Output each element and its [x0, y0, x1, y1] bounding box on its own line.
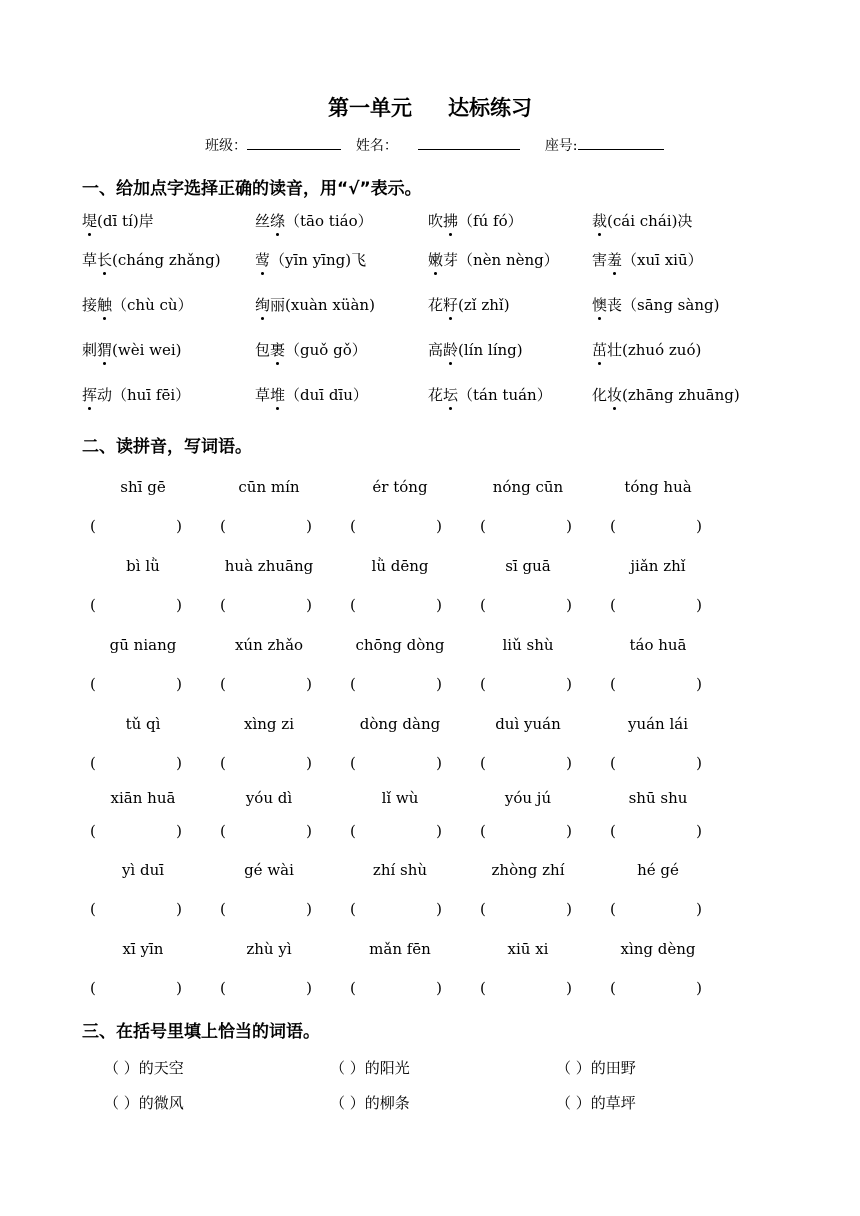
paren-close: ) — [566, 517, 572, 535]
pinyin-label: gū niang — [109, 636, 177, 654]
paren-open: ( — [480, 979, 486, 997]
title-unit: 第一单元 — [328, 96, 412, 120]
paren-close: ) — [176, 979, 182, 997]
answer-blank[interactable] — [350, 822, 450, 840]
paren-close: ) — [306, 754, 312, 772]
pinyin-options: 丧（sāng sàng) — [607, 296, 720, 314]
pronunciation-item[interactable] — [592, 294, 719, 315]
pronunciation-item[interactable] — [428, 249, 559, 270]
answer-blank[interactable] — [480, 596, 580, 614]
paren-open: ( — [480, 596, 486, 614]
answer-blank[interactable] — [90, 517, 190, 535]
item-text: 害 — [592, 251, 608, 269]
class-field[interactable] — [247, 135, 341, 150]
paren-close: ) — [176, 517, 182, 535]
paren-open: ( — [610, 822, 616, 840]
answer-blank[interactable] — [220, 754, 320, 772]
answer-blank[interactable] — [220, 900, 320, 918]
paren-open: ( — [220, 596, 226, 614]
section-3-heading: 三、在括号里填上恰当的词语。 — [82, 1022, 320, 1042]
answer-blank[interactable] — [350, 979, 450, 997]
answer-blank[interactable] — [90, 900, 190, 918]
pinyin-options: 丽(xuàn xüàn) — [270, 296, 375, 314]
paren-open: ( — [480, 900, 486, 918]
answer-blank[interactable] — [610, 754, 710, 772]
pronunciation-item[interactable] — [255, 339, 367, 360]
paren-open: ( — [90, 979, 96, 997]
pinyin-label: xìng dèng — [620, 940, 696, 958]
answer-blank[interactable] — [220, 675, 320, 693]
pinyin-label: zhí shù — [372, 861, 428, 879]
paren-close: ) — [696, 822, 702, 840]
pinyin-label: duì yuán — [495, 715, 561, 733]
pronunciation-item[interactable] — [428, 339, 523, 360]
pinyin-label: ér tóng — [372, 478, 428, 496]
paren-open: ( — [610, 979, 616, 997]
pinyin-label: gé wài — [244, 861, 294, 879]
pinyin-label: bì lǜ — [126, 557, 160, 575]
pinyin-label: liǔ shù — [502, 636, 554, 654]
pronunciation-item[interactable] — [592, 210, 692, 231]
answer-blank[interactable] — [350, 596, 450, 614]
pronunciation-item[interactable] — [428, 294, 510, 315]
answer-blank[interactable] — [220, 822, 320, 840]
pinyin-label: tǔ qì — [125, 715, 161, 733]
paren-close: ) — [566, 675, 572, 693]
dotted-character: 挥 — [82, 386, 98, 404]
item-text: 接 — [82, 296, 98, 314]
paren-open: ( — [90, 675, 96, 693]
fill-in-phrase[interactable]: （ ）的天空 — [104, 1059, 184, 1077]
pinyin-label: xiū xi — [507, 940, 549, 958]
fill-in-phrase[interactable]: （ ）的柳条 — [330, 1094, 410, 1112]
pinyin-label: yì duī — [121, 861, 165, 879]
pronunciation-item[interactable] — [592, 339, 701, 360]
item-text: 高 — [428, 341, 444, 359]
pinyin-options: （tāo tiáo） — [285, 212, 373, 230]
pronunciation-item[interactable] — [255, 384, 368, 405]
paren-open: ( — [350, 979, 356, 997]
paren-close: ) — [436, 517, 442, 535]
pinyin-label: lǜ dēng — [371, 557, 429, 575]
answer-blank[interactable] — [480, 754, 580, 772]
pinyin-options: 芽（nèn nèng） — [443, 251, 559, 269]
paren-close: ) — [566, 822, 572, 840]
dotted-character: 妆 — [607, 386, 623, 404]
paren-close: ) — [306, 596, 312, 614]
answer-blank[interactable] — [350, 900, 450, 918]
pinyin-options: (dī tí)岸 — [97, 212, 154, 230]
pinyin-options: (zǐ zhǐ) — [458, 296, 510, 314]
answer-blank[interactable] — [350, 754, 450, 772]
answer-blank[interactable] — [220, 596, 320, 614]
pinyin-options: （fú fó） — [458, 212, 523, 230]
pinyin-label: xún zhǎo — [234, 636, 304, 654]
item-text: 草 — [82, 251, 98, 269]
paren-open: ( — [90, 754, 96, 772]
paren-open: ( — [350, 754, 356, 772]
title-practice: 达标练习 — [448, 96, 532, 120]
paren-close: ) — [696, 754, 702, 772]
pronunciation-item[interactable] — [82, 294, 193, 315]
pronunciation-item[interactable] — [82, 210, 154, 231]
paren-open: ( — [220, 822, 226, 840]
pinyin-options: (cháng zhǎng) — [112, 251, 221, 269]
answer-blank[interactable] — [90, 754, 190, 772]
paren-close: ) — [306, 822, 312, 840]
pronunciation-item[interactable] — [428, 210, 523, 231]
paren-close: ) — [436, 754, 442, 772]
pinyin-label: dòng dàng — [359, 715, 441, 733]
paren-close: ) — [306, 517, 312, 535]
paren-open: ( — [480, 754, 486, 772]
paren-open: ( — [220, 979, 226, 997]
paren-close: ) — [436, 675, 442, 693]
paren-close: ) — [696, 596, 702, 614]
answer-blank[interactable] — [350, 675, 450, 693]
paren-open: ( — [220, 517, 226, 535]
page-title — [0, 92, 860, 122]
dotted-character: 裁 — [592, 212, 608, 230]
dotted-character: 莺 — [255, 251, 271, 269]
paren-close: ) — [176, 754, 182, 772]
dotted-character: 懊 — [592, 296, 608, 314]
dotted-character: 籽 — [443, 296, 459, 314]
paren-open: ( — [350, 900, 356, 918]
pronunciation-item[interactable] — [592, 384, 740, 405]
pinyin-label: zhòng zhí — [491, 861, 565, 879]
pinyin-label: nóng cūn — [492, 478, 564, 496]
answer-blank[interactable] — [350, 517, 450, 535]
pinyin-options: (lín líng) — [458, 341, 523, 359]
dotted-character: 触 — [97, 296, 113, 314]
answer-blank[interactable] — [90, 675, 190, 693]
paren-close: ) — [176, 900, 182, 918]
pinyin-label: yóu dì — [245, 789, 293, 807]
paren-open: ( — [220, 900, 226, 918]
name-label: 姓名： — [355, 138, 398, 154]
answer-blank[interactable] — [480, 900, 580, 918]
answer-blank[interactable] — [610, 979, 710, 997]
answer-blank[interactable] — [90, 822, 190, 840]
paren-open: ( — [480, 675, 486, 693]
paren-close: ) — [696, 517, 702, 535]
pinyin-label: shū shu — [628, 789, 688, 807]
answer-blank[interactable] — [480, 822, 580, 840]
item-text: 吹 — [428, 212, 444, 230]
student-info-line — [205, 135, 664, 155]
item-text: 丝 — [255, 212, 271, 230]
fill-in-phrase[interactable]: （ ）的微风 — [104, 1094, 184, 1112]
pronunciation-item[interactable] — [255, 210, 373, 231]
paren-open: ( — [610, 517, 616, 535]
dotted-character: 猬 — [97, 341, 113, 359]
paren-open: ( — [350, 822, 356, 840]
pinyin-options: （yīn yīng)飞 — [270, 251, 367, 269]
pinyin-options: （xuī xiū） — [622, 251, 703, 269]
paren-close: ) — [176, 822, 182, 840]
dotted-character: 龄 — [443, 341, 459, 359]
pinyin-label: yóu jú — [504, 789, 552, 807]
paren-close: ) — [436, 822, 442, 840]
paren-open: ( — [90, 900, 96, 918]
seat-label: 座号: — [544, 138, 578, 154]
fill-in-phrase[interactable]: （ ）的阳光 — [330, 1059, 410, 1077]
pronunciation-item[interactable] — [255, 249, 366, 270]
paren-close: ) — [566, 900, 572, 918]
pinyin-options: (cái chái)决 — [607, 212, 693, 230]
pinyin-label: yuán lái — [627, 715, 689, 733]
pronunciation-item[interactable] — [82, 249, 221, 270]
answer-blank[interactable] — [610, 900, 710, 918]
dotted-character: 堆 — [270, 386, 286, 404]
dotted-character: 拂 — [443, 212, 459, 230]
dotted-character: 绦 — [270, 212, 286, 230]
paren-open: ( — [220, 754, 226, 772]
fill-in-phrase[interactable]: （ ）的草坪 — [556, 1094, 636, 1112]
dotted-character: 羞 — [607, 251, 623, 269]
pronunciation-item[interactable] — [82, 339, 182, 360]
pinyin-options: (wèi wei) — [112, 341, 182, 359]
paren-close: ) — [176, 675, 182, 693]
pinyin-label: xìng zi — [244, 715, 294, 733]
pinyin-label: tóng huà — [624, 478, 692, 496]
dotted-character: 长 — [97, 251, 113, 269]
pinyin-options: 动（huī fēi） — [97, 386, 191, 404]
answer-blank[interactable] — [610, 822, 710, 840]
paren-open: ( — [350, 517, 356, 535]
pinyin-label: lǐ wù — [381, 789, 419, 807]
pinyin-label: huà zhuāng — [224, 557, 314, 575]
dotted-character: 坛 — [443, 386, 459, 404]
paren-open: ( — [350, 596, 356, 614]
dotted-character: 堤 — [82, 212, 98, 230]
pronunciation-item[interactable] — [428, 384, 552, 405]
section-2-heading: 二、读拼音，写词语。 — [82, 437, 252, 457]
pronunciation-item[interactable] — [255, 294, 375, 315]
paren-close: ) — [436, 900, 442, 918]
paren-close: ) — [696, 979, 702, 997]
pinyin-label: mǎn fēn — [369, 940, 431, 958]
answer-blank[interactable] — [610, 596, 710, 614]
pinyin-label: chōng dòng — [355, 636, 445, 654]
pinyin-options: (zhāng zhuāng) — [622, 386, 740, 404]
answer-blank[interactable] — [610, 517, 710, 535]
pinyin-label: xiān huā — [110, 789, 176, 807]
pronunciation-item[interactable] — [82, 384, 190, 405]
paren-close: ) — [306, 979, 312, 997]
pinyin-label: xī yīn — [122, 940, 164, 958]
pinyin-options: （chù cù） — [112, 296, 193, 314]
answer-blank[interactable] — [610, 675, 710, 693]
pinyin-options: （tán tuán） — [458, 386, 552, 404]
seat-field[interactable] — [578, 135, 664, 150]
paren-open: ( — [480, 517, 486, 535]
answer-blank[interactable] — [90, 979, 190, 997]
paren-close: ) — [306, 675, 312, 693]
paren-close: ) — [696, 900, 702, 918]
answer-blank[interactable] — [480, 675, 580, 693]
pronunciation-item[interactable] — [592, 249, 703, 270]
dotted-character: 嫩 — [428, 251, 444, 269]
pinyin-label: zhù yì — [246, 940, 292, 958]
pinyin-label: hé gé — [637, 861, 679, 879]
paren-close: ) — [696, 675, 702, 693]
paren-open: ( — [610, 675, 616, 693]
pinyin-label: shī gē — [120, 478, 166, 496]
dotted-character: 茁 — [592, 341, 608, 359]
paren-close: ) — [436, 979, 442, 997]
answer-blank[interactable] — [90, 596, 190, 614]
paren-open: ( — [220, 675, 226, 693]
pinyin-label: cūn mín — [238, 478, 300, 496]
item-text: 花 — [428, 386, 444, 404]
paren-open: ( — [90, 517, 96, 535]
paren-open: ( — [90, 596, 96, 614]
paren-close: ) — [566, 754, 572, 772]
paren-close: ) — [436, 596, 442, 614]
pinyin-label: táo huā — [629, 636, 687, 654]
paren-open: ( — [90, 822, 96, 840]
class-label: 班级： — [205, 138, 247, 154]
dotted-character: 绚 — [255, 296, 271, 314]
item-text: 包 — [255, 341, 271, 359]
item-text: 草 — [255, 386, 271, 404]
pinyin-options: （duī dīu） — [285, 386, 368, 404]
paren-open: ( — [350, 675, 356, 693]
pinyin-options: （guǒ gǒ） — [285, 341, 367, 359]
dotted-character: 裹 — [270, 341, 286, 359]
paren-open: ( — [610, 900, 616, 918]
paren-close: ) — [566, 979, 572, 997]
paren-open: ( — [480, 822, 486, 840]
pinyin-label: sī guā — [505, 557, 551, 575]
fill-in-phrase[interactable]: （ ）的田野 — [556, 1059, 636, 1077]
answer-blank[interactable] — [220, 979, 320, 997]
answer-blank[interactable] — [480, 979, 580, 997]
section-1-heading: 一、给加点字选择正确的读音，用“√”表示。 — [82, 179, 422, 199]
paren-open: ( — [610, 754, 616, 772]
pinyin-label: jiǎn zhǐ — [630, 557, 686, 575]
answer-blank[interactable] — [220, 517, 320, 535]
answer-blank[interactable] — [480, 517, 580, 535]
item-text: 化 — [592, 386, 608, 404]
pinyin-options: 壮(zhuó zuó) — [607, 341, 702, 359]
paren-open: ( — [610, 596, 616, 614]
item-text: 刺 — [82, 341, 98, 359]
name-field[interactable] — [418, 135, 520, 150]
paren-close: ) — [306, 900, 312, 918]
paren-close: ) — [566, 596, 572, 614]
item-text: 花 — [428, 296, 444, 314]
paren-close: ) — [176, 596, 182, 614]
